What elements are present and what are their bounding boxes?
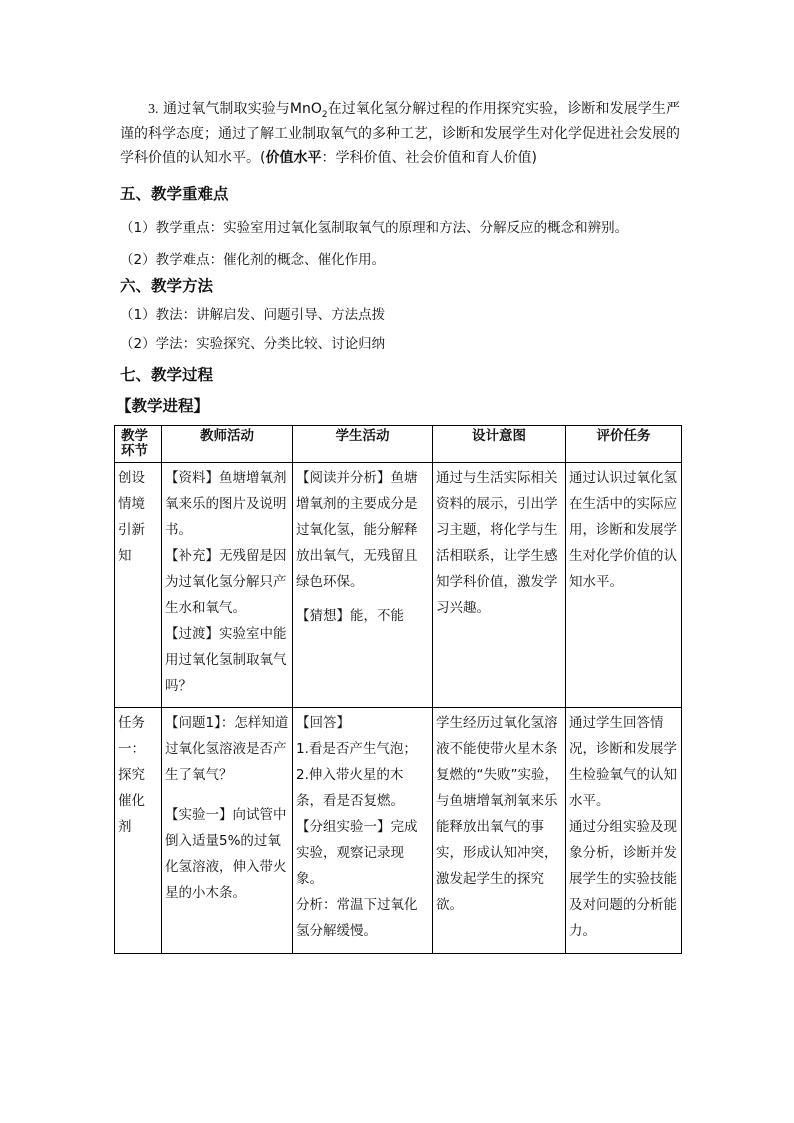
teacher-activity-cell: [162, 708, 293, 954]
objective-text-a: 通过氧气制取实验与MnO: [163, 101, 322, 117]
evaluation-cell: [566, 463, 682, 708]
objective-3-paragraph: [120, 97, 680, 170]
student-activity-line: 【阅读并分析】鱼塘增氧剂的主要成分是过氧化氢，能分解释放出氧气，无残留且绿色环保。: [296, 470, 418, 590]
header-student: 学生活动: [293, 426, 433, 463]
student-activity-line: 【猜想】能，不能: [296, 608, 404, 624]
student-activity-line: 分析：常温下过氧化氢分解缓慢。: [296, 897, 418, 939]
student-activity-line: 【回答】: [296, 715, 350, 731]
evaluation-line: 通过学生回答情况，诊断和发展学生检验氧气的认知水平。: [569, 715, 677, 809]
teacher-activity-line: 【资料】鱼塘增氧剂氧来乐的图片及说明书。: [165, 470, 287, 538]
teaching-method-item: （1）教法：讲解启发、问题引导、方法点拨: [120, 307, 386, 323]
design-intent-cell: [433, 708, 566, 954]
objective-text-b: 在过氧化氢分解过程的作用探究实验，诊断和发展学生严谨的科学态度；通过了解工业制取氧气的多种工艺，诊断和发展学生对化学促进社会发展的学科价值的认知水平。(: [120, 101, 680, 166]
table-row: [115, 708, 682, 954]
mno2-subscript: 2: [321, 109, 328, 120]
value-level-label: 价值水平: [265, 150, 322, 166]
section-6-heading: 六、教学方法: [120, 277, 214, 295]
objective-text-c: ：学科价值、社会价值和育人价值): [321, 150, 537, 166]
teacher-activity-line: 【补充】无残留是因为过氧化氢分解只产生水和氧气。: [165, 548, 287, 616]
evaluation-line: 通过认识过氧化氢在生活中的实际应用，诊断和发展学生对化学价值的认知水平。: [569, 470, 677, 590]
learning-method-item: （2）学法：实验探究、分类比较、讨论归纳: [120, 336, 386, 352]
teacher-activity-cell: [162, 463, 293, 708]
table-header-row: [115, 426, 682, 463]
header-teacher: 教师活动: [162, 426, 293, 463]
student-activity-cell: [293, 463, 433, 708]
student-activity-line: 【分组实验一】完成实验，观察记录现象。: [296, 819, 418, 887]
objective-number: 3.: [148, 102, 159, 117]
section-5-heading: 五、教学重难点: [120, 185, 229, 203]
teacher-activity-line: 【过渡】实验室中能用过氧化氢制取氧气吗？: [165, 626, 287, 694]
teacher-activity-line: 【实验一】向试管中倒入适量5%的过氧化氢溶液，伸入带火星的小木条。: [165, 807, 287, 901]
header-intent: 设计意图: [433, 426, 566, 463]
section-7-heading: 七、教学过程: [120, 366, 214, 384]
table-row: [115, 463, 682, 708]
key-point-item: （1）教学重点：实验室用过氧化氢制取氧气的原理和方法、分解反应的概念和辨别。: [120, 220, 629, 236]
design-intent-line: 学生经历过氧化氢溶液不能使带火星木条复燃的“失败”实验，与鱼塘增氧剂氧来乐能释放出氧气的事实，形成认知冲突，激发起学生的探究欲。: [436, 715, 558, 913]
student-activity-line: 1.看是否产生气泡；: [296, 741, 417, 757]
evaluation-cell: [566, 708, 682, 954]
design-intent-cell: [433, 463, 566, 708]
teaching-process-table: [114, 425, 682, 954]
difficult-point-item: （2）教学难点：催化剂的概念、催化作用。: [120, 252, 386, 268]
stage-cell: 任务一：探究催化剂: [115, 708, 162, 954]
header-stage: 教学环节: [115, 426, 162, 463]
stage-cell: 创设情境引新知: [115, 463, 162, 708]
teacher-activity-line: 【问题1】：怎样知道过氧化氢溶液是否产生了氧气？: [165, 715, 289, 783]
student-activity-line: 2.伸入带火星的木条，看是否复燃。: [296, 767, 404, 809]
design-intent-line: 通过与生活实际相关资料的展示，引出学习主题，将化学与生活相联系，让学生感知学科价值，激发学习兴趣。: [436, 470, 558, 616]
evaluation-line: 通过分组实验及现象分析，诊断并发展学生的实验技能及对问题的分析能力。: [569, 819, 677, 939]
teaching-progress-heading: 【教学进程】: [116, 397, 210, 415]
student-activity-cell: [293, 708, 433, 954]
header-evaluation: 评价任务: [566, 426, 682, 463]
